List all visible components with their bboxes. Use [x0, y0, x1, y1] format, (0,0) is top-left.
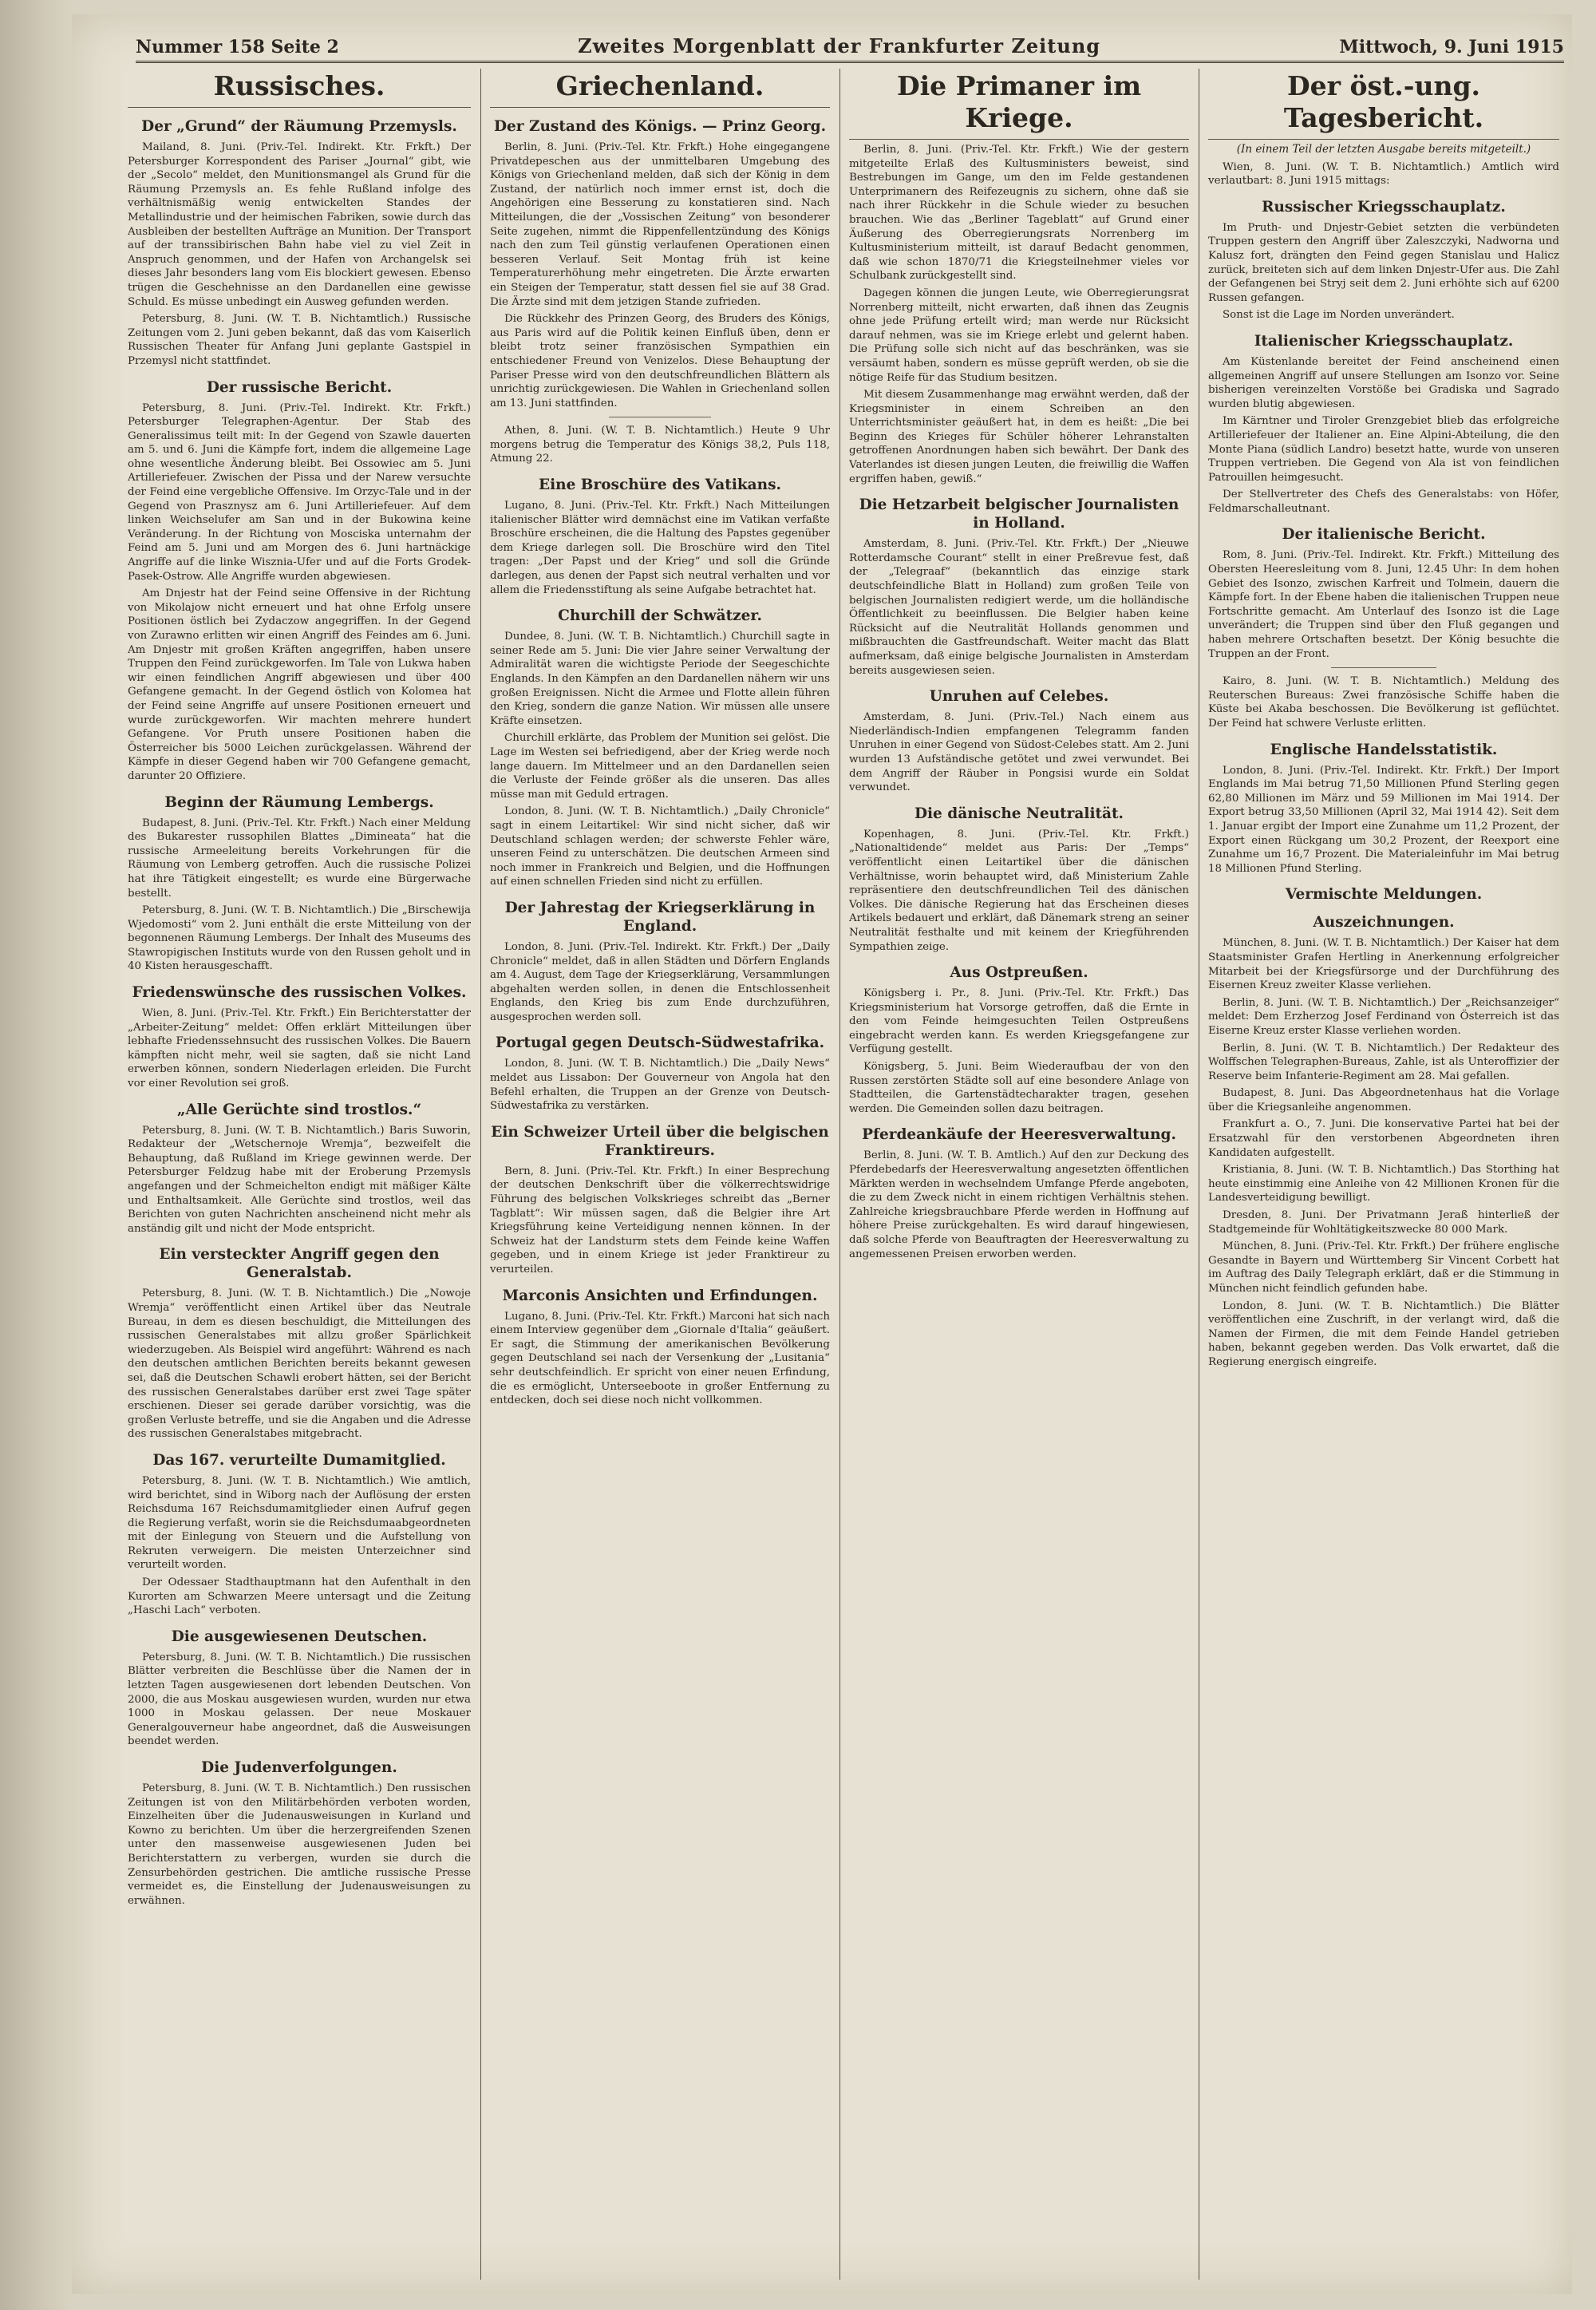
- article-headline: Pferdeankäufe der Heeresverwaltung.: [862, 1126, 1176, 1144]
- article-paragraph: Berlin, 8. Juni. (Priv.-Tel. Ktr. Frkft.) Wie der gestern mitgeteilte Erlaß des Kultusministers beweist, sind Bestrebungen im Gange, um den im Felde gestandenen Unterprimanern des Reifezeugnis zu sichern, ohne daß sie nach ihrer Rückkehr in die Schule wieder zu besuchen brauchen. Wie das „Berliner Tageblatt“ auf Grund einer Äußerung des Oberregierungsrats Norrenberg im Kultusministerium mitteilt, ist darauf Bedacht genommen, daß wie schon 1870/71 die Kriegsteilnehmer vieles vor Schulbank zurückgestellt sind.: [849, 144, 1189, 283]
- article-headline: Ein versteckter Angriff gegen den Generalstab.: [159, 1246, 440, 1282]
- column-rule: [480, 69, 481, 2280]
- article-paragraph: Dresden, 8. Juni. Der Privatmann Jeraß hinterließ der Stadtgemeinde für Wohltätigkeitszwecke 80 000 Mark.: [1208, 1209, 1559, 1236]
- column-rule: [839, 69, 840, 2280]
- article-headline: „Alle Gerüchte sind trostlos.“: [176, 1101, 422, 1118]
- article-paragraph: Churchill erklärte, das Problem der Munition sei gelöst. Die Lage im Westen sei befriedigend, aber der Krieg werde noch lange dauern. Im Mittelmeer und an den Dardanellen seien die Verluste der Feinde größer als die unseren. Das alles müsse man mit Geduld ertragen.: [490, 732, 830, 801]
- article-paragraph: Sonst ist die Lage im Norden unverändert.: [1223, 309, 1455, 322]
- column-3: [849, 69, 1189, 2280]
- article-headline: Der Jahrestag der Kriegserklärung in England.: [504, 899, 816, 935]
- article-headline: Vermischte Meldungen.: [1285, 886, 1483, 904]
- article-paragraph: Im Pruth- und Dnjestr-Gebiet setzten die verbündeten Truppen gestern den Angriff über Zaleszczyki, Nadworna und Kalusz fort, drängten den Feind gegen Stanislau und Halicz zurück, breiteten sich auf dem linken Dnjestr-Ufer aus. Die Zahl der Gefangenen bei Stryj seit dem 2. Juni erhöhte sich auf 6200 Russen gefangen.: [1208, 221, 1559, 304]
- article-paragraph: München, 8. Juni. (W. T. B. Nichtamtlich.) Der Kaiser hat dem Staatsminister Grafen Hertling in Anerkennung erfolgreicher Mitarbeit bei der Kriegsfürsorge und der Durchführung des Eisernen Kreuz zweiter Klasse verliehen.: [1208, 937, 1559, 992]
- article: [849, 963, 1189, 1116]
- article: [490, 1123, 830, 1277]
- article: [490, 117, 830, 410]
- article-paragraph: Königsberg, 5. Juni. Beim Wiederaufbau der von den Russen zerstörten Städte soll auf eine besondere Anlage von Stadtteilen, die Gartenstädtecharakter tragen, gesehen werden. Die Gemeinden sollen dazu beitragen.: [849, 1061, 1189, 1115]
- article-paragraph: London, 8. Juni. (Priv.-Tel. Indirekt. Ktr. Frkft.) Der „Daily Chronicle“ meldet, daß in allen Städten und Dörfern Englands am 4. August, dem Tage der Kriegserklärung, Versammlungen abgehalten werden sollen, in denen die Entschlossenheit Englands, den Krieg bis zum Ende durchzuführen, ausgesprochen werden soll.: [490, 940, 830, 1023]
- article-headline: Die dänische Neutralität.: [914, 805, 1124, 822]
- article-paragraph: Die Rückkehr des Prinzen Georg, des Bruders des Königs, aus Paris wird auf die Politik keinen Einfluß üben, denn er bleibt trotz seiner französischen Sympathien ein entschiedener Freund von Venizelos. Diese Behauptung der Pariser Presse wird von den deutschfreundlichen Blättern als unrichtig zurückgewiesen. Die Wahlen in Griechenland sollen am 13. Juni stattfinden.: [490, 313, 830, 409]
- article-paragraph: Der Odessaer Stadthauptmann hat den Aufenthalt in den Kurorten am Schwarzen Meere untersagt und die Zeitung „Haschi Lach“ verboten.: [128, 1576, 471, 1617]
- article-paragraph: Petersburg, 8. Juni. (W. T. B. Nichtamtlich.) Russische Zeitungen vom 2. Juni geben bekannt, daß das vom Kaiserlich Russischen Theater für Anfang Juni geplante Gastspiel in Przemysl nicht stattfindet.: [128, 313, 471, 367]
- article-paragraph: Petersburg, 8. Juni. (W. T. B. Nichtamtlich.) Baris Suworin, Redakteur der „Wetschernoje Wremja“, bezweifelt die Behauptung, daß Rußland im Kriege gewinnen werde. Der Petersburger Feldzug habe mit der Eroberung Przemysls angefangen und der Schmeichelton endigt mit mäßiger Kälte und Enthaltsamkeit. Alle Gerüchte sind trostlos, weil das Berichten von guten Nachrichten anscheinend nicht mehr als anständig gilt und nicht der Mode entspricht.: [128, 1124, 471, 1235]
- article: [849, 1125, 1189, 1261]
- column-1: [128, 69, 471, 2280]
- article-separator: [1331, 667, 1436, 668]
- article-paragraph: Petersburg, 8. Juni. (W. T. B. Nichtamtlich.) Wie amtlich, wird berichtet, sind in Wiborg nach der Auflösung der ersten Reichsduma 167 Reichsdumamitglieder einen Aufruf gegen die Regierung verfaßt, worin sie die Reichsdumaabgeordneten mit der Einlegung von Steuern und die Aufstellung von Rekruten verweigern. Die meisten Unterzeichner sind verurteilt worden.: [128, 1474, 471, 1572]
- article-paragraph: Mailand, 8. Juni. (Priv.-Tel. Indirekt. Ktr. Frkft.) Der Petersburger Korrespondent des Pariser „Journal“ gibt, wie der „Secolo“ meldet, den Munitionsmangel als Grund für die Räumung Przemysls an. Es fehle Rußland infolge des verhältnismäßig wenig entwickelten Standes der Metallindustrie und der heimischen Fabriken, sowie durch das Ausbleiben der bestellten Aufträge an Munition. Der Transport auf der transsibirischen Bahn habe viel zu viel Zeit in Anspruch genommen, und der Hafen von Archangelsk sei dieses Jahr besonders lang vom Eis blockiert gewesen. Ebenso trügen die Geschehnisse an den Dardanellen eine gewisse Schuld. Es müsse unbedingt ein Ausweg gefunden werden.: [128, 141, 471, 308]
- article-paragraph: Budapest, 8. Juni. Das Abgeordnetenhaus hat die Vorlage über die Kriegsanleihe angenommen.: [1208, 1087, 1559, 1113]
- page-binding-gutter: [0, 0, 72, 2310]
- article-paragraph: München, 8. Juni. (Priv.-Tel. Ktr. Frkft.) Der frühere englische Gesandte in Bayern und Württemberg Sir Vincent Corbett hat im Auftrag des Daily Telegraph erklärt, daß er die Stimmung in München nicht feindlich gefunden habe.: [1208, 1240, 1559, 1295]
- article: [490, 607, 830, 889]
- article-paragraph: Berlin, 8. Juni. (W. T. B. Nichtamtlich.) Der Redakteur des Wolffschen Telegraphen-Bureaus, Zahle, ist als Unteroffizier der Reserve beim Infanterie-Regiment am 28. Mai gefallen.: [1208, 1042, 1559, 1082]
- article-paragraph: Dundee, 8. Juni. (W. T. B. Nichtamtlich.) Churchill sagte in seiner Rede am 5. Juni: Die vier Jahre seiner Verwaltung der Admiralität waren die wichtigste Periode der Seegeschichte Englands. In den Kämpfen an den Dardanellen nähern wir uns großen Ereignissen. Nicht die Armee und Flotte allein führen den Krieg, sondern die ganze Nation. Wir müssen alle unsere Kräfte einsetzen.: [490, 631, 830, 727]
- article-headline: Russischer Kriegsschauplatz.: [1262, 198, 1506, 216]
- article-paragraph: Berlin, 8. Juni. (W. T. B. Nichtamtlich.) Der „Reichsanzeiger“ meldet: Dem Erzherzog Josef Ferdinand von Österreich ist das Eiserne Kreuz erster Klasse verliehen worden.: [1208, 996, 1559, 1037]
- article: [849, 805, 1189, 954]
- article: [1208, 885, 1559, 904]
- article-headline: Der russische Bericht.: [206, 378, 393, 396]
- article: [849, 143, 1189, 486]
- article-paragraph: Wien, 8. Juni. (W. T. B. Nichtamtlich.) Amtlich wird verlautbart: 8. Juni 1915 mittags:: [1208, 160, 1559, 188]
- article-headline: Unruhen auf Celebes.: [929, 688, 1109, 706]
- article-paragraph: London, 8. Juni. (W. T. B. Nichtamtlich.) Die „Daily News“ meldet aus Lissabon: Der Gouverneur von Angola hat den Befehl erhalten, die Truppen an der Grenze von Deutsch-Südwestafrika zu verstärken.: [490, 1058, 830, 1113]
- article-paragraph: Kristiania, 8. Juni. (W. T. B. Nichtamtlich.) Das Storthing hat heute einstimmig eine Anleihe von 42 Millionen Kronen für die Landesverteidigung bewilligt.: [1208, 1164, 1559, 1204]
- article-paragraph: Petersburg, 8. Juni. (W. T. B. Nichtamtlich.) Den russischen Zeitungen ist von den Militärbehörden verboten worden, Einzelheiten über die Judenausweisungen in Kurland und Kowno zu berichten. Um über die herzergreifenden Szenen unter den massenweise ausgewiesenen Juden bei Berichterstattern zu verbergen, wurden sie durch die Zensurbehörden gestrichen. Die amtliche russische Presse vermeidet es, die Einstellung der Judenausweisungen zu erwähnen.: [128, 1782, 471, 1907]
- article: [1208, 667, 1559, 730]
- issue-date: Mittwoch, 9. Juni 1915: [1339, 37, 1564, 57]
- article: [128, 983, 471, 1091]
- article-headline: Portugal gegen Deutsch-Südwestafrika.: [495, 1034, 825, 1052]
- section-title: Russisches.: [128, 70, 471, 108]
- article-paragraph: Petersburg, 8. Juni. (W. T. B. Nichtamtlich.) Die „Birschewija Wjedomosti“ vom 2. Juni enthält die erste Mitteilung von der begonnenen Räumung Lembergs. Der Inhalt des Museums des Stawropigischen Instituts wurde von den Russen geholt und in 40 Kisten herausgeschafft.: [128, 904, 471, 973]
- article-paragraph: Berlin, 8. Juni. (Priv.-Tel. Ktr. Frkft.) Hohe eingegangene Privatdepeschen aus der unmittelbaren Umgebung des Königs von Griechenland melden, daß sich der König in dem Zustand, der natürlich noch immer ernst ist, doch die Angehörigen eine Besserung zu konstatieren sind. Nach Mitteilungen, die der „Vossischen Zeitung“ von besonderer Seite zugehen, nimmt die Rippenfellentzündung des Königs nach den zum Teil günstig verlaufenen Operationen einen besseren Verlauf. Seit Montag früh ist keine Temperaturerhöhung mehr eingetreten. Die Ärzte erwarten ein Steigen der Temperatur, statt dessen fiel sie auf 38 Grad. Die Ärzte sind mit dem jetzigen Stande zufrieden.: [490, 141, 830, 308]
- article-headline: Auszeichnungen.: [1313, 914, 1455, 932]
- article: [849, 496, 1189, 678]
- article: [1208, 198, 1559, 322]
- article-paragraph: Mit diesem Zusammenhange mag erwähnt werden, daß der Kriegsminister in einem Schreiben an den Unterrichtsminister geäußert hat, in dem es heißt: „Die bei Beginn des Krieges für Schüler höherer Lehranstalten getroffenen Anordnungen haben sich bewährt. Der Dank des Vaterlandes ist diesen jungen Leuten, die freiwillig die Waffen ergriffen haben, gewiß.“: [849, 389, 1189, 485]
- article: [128, 378, 471, 784]
- issue-number: Nummer 158 Seite 2: [136, 37, 339, 57]
- article-paragraph: Berlin, 8. Juni. (W. T. B. Amtlich.) Auf den zur Deckung des Pferdebedarfs der Heeresverwaltung angesetzten öffentlichen Märkten werden in wechselndem Umfange Pferde angeboten, die zu dem Zweck nicht in einem richtigen Verhältnis stehen. Zahlreiche kriegsbrauchbare Pferde werden in Hoffnung auf höhere Preise zurückgehalten. Es wird darauf hingewiesen, daß solche Pferde von Beauftragten der Heeresverwaltung zu angemessenen Preisen erworben werden.: [849, 1149, 1189, 1260]
- article: [128, 1628, 471, 1749]
- article-paragraph: Athen, 8. Juni. (W. T. B. Nichtamtlich.) Heute 9 Uhr morgens betrug die Temperatur des Königs 38,2, Puls 118, Atmung 22.: [490, 425, 830, 465]
- article-headline: Italienischer Kriegsschauplatz.: [1254, 332, 1514, 350]
- article-paragraph: Budapest, 8. Juni. (Priv.-Tel. Ktr. Frkft.) Nach einer Meldung des Bukarester russophilen Blattes „Dimineata“ hat die russische Armeeleitung bereits Vorkehrungen für die Räumung von Lemberg getroffen. Auch die russische Polizei hat ihre Tätigkeit eingestellt; es wurde eine Bürgerwache bestellt.: [128, 817, 471, 900]
- section-title: Griechenland.: [490, 70, 830, 108]
- article: [490, 1034, 830, 1113]
- article: [849, 687, 1189, 795]
- article-headline: Englische Handelsstatistik.: [1270, 741, 1498, 758]
- column-4: [1208, 69, 1559, 2280]
- article-headline: Die Hetzarbeit belgischer Journalisten in Holland.: [859, 496, 1179, 532]
- article: [1208, 913, 1559, 1369]
- article: [128, 793, 471, 975]
- article-paragraph: Frankfurt a. O., 7. Juni. Die konservative Partei hat bei der Ersatzwahl für den verstorbenen Abgeordneten ihren Kandidaten aufgestellt.: [1208, 1118, 1559, 1159]
- article-paragraph: Petersburg, 8. Juni. (Priv.-Tel. Indirekt. Ktr. Frkft.) Petersburger Telegraphen-Agentur. Der Stab des Generalissimus teilt mit: In der Gegend von Szawle dauerten am 5. und 6. Juni die Kämpfe fort, indem die allgemeine Lage ohne wesentliche Änderung bleibt. Bei Ossowiec am 5. Juni Artilleriefeuer. Zwischen der Pissa und der Narew versuchte der Feind eine vergebliche Offensive. Im Orzyc-Tale und in der Gegend von Prasznysz am 6. Juni Artilleriefeuer. Auf dem linken Weichselufer am San und in der Bukowina keine Veränderung. In der Richtung von Mosciska unternahm der Feind am 5. Juni und am Morgen des 6. Juni hartnäckige Angriffe auf die linke Wisznia-Ufer und auf die Forts Grodek-Pasek-Ostrow. Alle Angriffe wurden abgewiesen.: [128, 401, 471, 583]
- column-2: [490, 69, 830, 2280]
- article-paragraph: Am Dnjestr hat der Feind seine Offensive in der Richtung von Mikolajow nicht erneuert und hat ohne Erfolg unsere Positionen östlich bei Zydaczow angegriffen. In der Gegend von Zurawno erlitten wir einen Angriff des Feindes am 6. Juni. Am Dnjestr mit großen Kräften angegriffen, haben unsere Truppen den Feind zurückgeworfen. Im Tale von Lukwa haben wir einen feindlichen Angriff abgewiesen und über 400 Gefangene gemacht. In der Gegend östlich von Kolomea hat der Feind seine Angriffe auf unsere Positionen erneuert und wurde zurückgeworfen. Wir machten mehrere hundert Gefangene. Vor Pruth unsere Positionen haben die Österreicher bis 5000 Leichen zurückgelassen. Während der Kämpfe in dieser Gegend haben wir 700 Gefangene gemacht, darunter 20 Offiziere.: [128, 587, 471, 782]
- article-paragraph: Kopenhagen, 8. Juni. (Priv.-Tel. Ktr. Frkft.) „Nationaltidende“ meldet aus Paris: Der „Temps“ veröffentlicht einen Leitartikel über die dänischen Verhältnisse, worin behauptet wird, daß Ministerium Zahle repräsentiere den deutschfreundlichen Teil des dänischen Volkes. Die dänische Regierung hat das Erscheinen dieses Artikels bedauert und erklärt, daß Dänemark streng an seiner Neutralität festhalte und mit keinem der Kriegführenden Sympathien zeige.: [849, 828, 1189, 953]
- article: [1208, 160, 1559, 188]
- article-headline: Das 167. verurteilte Dumamitglied.: [152, 1451, 446, 1469]
- section-title: Die Primaner im Kriege.: [849, 70, 1189, 140]
- article: [490, 1287, 830, 1408]
- article-headline: Die ausgewiesenen Deutschen.: [171, 1628, 428, 1645]
- article-paragraph: London, 8. Juni. (W. T. B. Nichtamtlich.) „Daily Chronicle“ sagt in einem Leitartikel: Wir sind nicht sicher, daß wir Deutschland schlagen werden; der schwerste Fehler wäre, unseren Feind zu unterschätzen. Die deutschen Armeen sind noch immer in Frankreich und Belgien, und die Hoffnungen auf einen schnellen Frieden sind nicht zu erfüllen.: [490, 805, 830, 888]
- article-paragraph: Petersburg, 8. Juni. (W. T. B. Nichtamtlich.) Die russischen Blätter verbreiten die Beschlüsse über die Namen der in letzten Tagen ausgewiesenen dort lebenden Deutschen. Von 2000, die aus Moskau ausgewiesen wurden, wurden nur etwa 1000 in Moskau gelassen. Der neue Moskauer Generalgouverneur habe angeordnet, daß die Ausweisungen beendet werden.: [128, 1651, 471, 1748]
- article-headline: Der italienische Bericht.: [1282, 526, 1486, 544]
- article-headline: Aus Ostpreußen.: [950, 964, 1088, 982]
- section-subtitle: (In einem Teil der letzten Ausgabe bereits mitgeteilt.): [1236, 143, 1531, 156]
- article: [490, 899, 830, 1025]
- article-paragraph: London, 8. Juni. (W. T. B. Nichtamtlich.) Die Blätter veröffentlichen eine Zuschrift, in der verlangt wird, daß die Namen der Firmen, die mit dem Feinde Handel getrieben haben, bekannt gegeben werden. Das Volk erwartet, daß die Regierung energisch eingreife.: [1208, 1299, 1559, 1368]
- article-headline: Beginn der Räumung Lembergs.: [164, 793, 434, 811]
- article-paragraph: Am Küstenlande bereitet der Feind anscheinend einen allgemeinen Angriff auf unsere Stellungen am Isonzo vor. Seine bisherigen vereinzelten Vorstöße bei Gradiska und Sagrado wurden blutig abgewiesen.: [1208, 355, 1559, 410]
- article-headline: Eine Broschüre des Vatikans.: [539, 477, 781, 494]
- article-paragraph: Petersburg, 8. Juni. (W. T. B. Nichtamtlich.) Die „Nowoje Wremja“ veröffentlicht einen Artikel über das Neutrale Bureau, in dem es diesen beschuldigt, die Mitteilungen des russischen Generalstabes mit allzu großer Spärlichkeit wiederzugeben. Als Beispiel wird angeführt: Während es nach den deutschen amtlichen Berichten bereits bekannt gewesen sei, daß die Deutschen Schawli erobert hätten, sei der Bericht des russischen Generalstabes darüber erst zwei Tage später erschienen. Dieser sei gerade darüber vorsichtig, was die großen Verluste betreffe, und sie die Angaben und die Adresse des russischen Generalstabes mitgebracht.: [128, 1288, 471, 1441]
- article-paragraph: Wien, 8. Juni. (Priv.-Tel. Ktr. Frkft.) Ein Berichterstatter der „Arbeiter-Zeitung“ meldet: Offen erklärt Mitteilungen über lebhafte Friedenssehnsucht des russischen Volkes. Die Bauern kämpften nicht mehr, weil sie sagten, daß sie nicht Land erwerben können, sondern Niederlagen erleiden. Die Furcht vor einer Revolution sei groß.: [128, 1007, 471, 1090]
- article: [1208, 741, 1559, 876]
- article: [128, 1101, 471, 1236]
- page-masthead: [136, 30, 1564, 63]
- article-headline: Marconis Ansichten und Erfindungen.: [502, 1287, 818, 1304]
- article: [128, 1451, 471, 1618]
- article-headline: Der Zustand des Königs. — Prinz Georg.: [493, 118, 827, 135]
- article-headline: Ein Schweizer Urteil über die belgischen Franktireurs.: [491, 1123, 829, 1159]
- article-paragraph: Bern, 8. Juni. (Priv.-Tel. Ktr. Frkft.) In einer Besprechung der deutschen Denkschrift über die völkerrechtswidrige Führung des belgischen Volkskrieges schreibt das „Berner Tagblatt“: Wir müssen sagen, daß die Belgier ihre Art Kriegsführung keine Verteidigung nennen können. In der Schweiz hat der Landsturm stets dem Feinde keine Waffen gegeben, und in einem Kriege ist jeder Franktireur zu verurteilen.: [490, 1165, 830, 1276]
- article-headline: Die Judenverfolgungen.: [201, 1759, 397, 1776]
- article: [128, 117, 471, 369]
- article-paragraph: London, 8. Juni. (Priv.-Tel. Indirekt. Ktr. Frkft.) Der Import Englands im Mai betrug 71,50 Millionen Pfund Sterling gegen 62,80 Millionen im März und 59 Millionen im Mai 1914. Der Export betrug 33,50 Millionen (April 32, Mai 1914 42). Seit dem 1. Januar ergibt der Import eine Zunahme um 11,2 Prozent, der Export einen Rückgang um 30,2 Prozent, der Reexport eine Zunahme um 16,7 Prozent. Die Materialeinfuhr im Mai betrug 18 Millionen Pfund Sterling.: [1208, 764, 1559, 875]
- article: [490, 417, 830, 466]
- article-paragraph: Königsberg i. Pr., 8. Juni. (Priv.-Tel. Ktr. Frkft.) Das Kriegsministerium hat Vorsorge getroffen, daß die Ernte in den vom Feinde heimgesuchten Teilen Ostpreußens eingebracht werden kann. Es werden Kriegsgefangene zur Verfügung gestellt.: [849, 987, 1189, 1056]
- article-paragraph: Amsterdam, 8. Juni. (Priv.-Tel.) Nach einem aus Niederländisch-Indien empfangenen Telegramm fanden Unruhen in einer Gegend von Südost-Celebes statt. Am 2. Juni wurden 13 Aufständische getötet und zwei verwundet. Bei dem Angriff der Räuber in Pongsisi wurde ein Soldat verwundet.: [849, 711, 1189, 794]
- article-headline: Churchill der Schwätzer.: [558, 607, 762, 625]
- article-paragraph: Amsterdam, 8. Juni. (Priv.-Tel. Ktr. Frkft.) Der „Nieuwe Rotterdamsche Courant“ stellt in einer Preßrevue fest, daß der „Telegraaf“ (bekanntlich das einzige stark deutschfeindliche Blatt in Holland) zum großen Teile von belgischen Journalisten redigiert werde, um die holländische Öffentlichkeit zu beeinflussen. Die Belgier haben keine Rücksicht auf die Neutralität Hollands genommen und mißbrauchten die Gastfreundschaft. Weiter macht das Blatt aufmerksam, daß einige belgische Journalisten in Amsterdam bereits ausgewiesen seien.: [849, 538, 1189, 677]
- newspaper-title: Zweites Morgenblatt der Frankfurter Zeitung: [578, 34, 1101, 57]
- article-paragraph: Lugano, 8. Juni. (Priv.-Tel. Ktr. Frkft.) Marconi hat sich nach einem Interview gegenüber dem „Giornale d'Italia“ geäußert. Er sagt, die Stimmung der amerikanischen Bevölkerung gegen Deutschland sei nach der Versenkung der „Lusitania“ sehr deutschfeindlich. Er spricht von einer neuen Erfindung, die es ermöglicht, Unterseeboote in großer Entfernung zu entdecken, doch sei diese noch nicht vollkommen.: [490, 1310, 830, 1407]
- article: [490, 476, 830, 597]
- article: [1208, 525, 1559, 661]
- article: [128, 1758, 471, 1908]
- section-title: Der öst.-ung. Tagesbericht.: [1208, 70, 1559, 140]
- article-paragraph: Im Kärntner und Tiroler Grenzgebiet blieb das erfolgreiche Artilleriefeuer der Italiener an. Eine Alpini-Abteilung, die den Monte Piana (südlich Landro) besetzt hatte, wurde von unseren Truppen vertrieben. Die Gegend von Ala ist von feindlichen Patrouillen heimgesucht.: [1208, 415, 1559, 484]
- article-headline: Der „Grund“ der Räumung Przemysls.: [141, 118, 457, 135]
- article: [1208, 332, 1559, 516]
- article: [128, 1245, 471, 1442]
- article-paragraph: Der Stellvertreter des Chefs des Generalstabs: von Höfer, Feldmarschalleutnant.: [1208, 489, 1559, 515]
- article-paragraph: Lugano, 8. Juni. (Priv.-Tel. Ktr. Frkft.) Nach Mitteilungen italienischer Blätter wird demnächst eine im Vatikan verfaßte Broschüre erscheinen, die die Haltung des Papstes gegenüber dem Kriege darlegen soll. Die Broschüre wird den Titel tragen: „Der Papst und der Krieg“ und soll die Gründe darlegen, aus denen der Papst sich neutral verhalten und vor allem die Friedensstiftung als seine Aufgabe betrachtet hat.: [490, 500, 830, 596]
- article-paragraph: Rom, 8. Juni. (Priv.-Tel. Indirekt. Ktr. Frkft.) Mitteilung des Obersten Heeresleitung vom 8. Juni, 12.45 Uhr: In dem hohen Gebiet des Isonzo, zwischen Karfreit und Tolmein, dauern die Kämpfe fort. In der Ebene haben die italienischen Truppen neue Fortschritte gemacht. Am Unterlauf des Isonzo ist die Lage unverändert; die Truppen sind über den Fluß gegangen und haben mehrere Ortschaften besetzt. Der König besuchte die Truppen an der Front.: [1208, 549, 1559, 660]
- article-paragraph: Dagegen können die jungen Leute, wie Oberregierungsrat Norrenberg mitteilt, nicht erwarten, daß ihnen das Zeugnis ohne jede Prüfung erteilt wird; man werde nur Rücksicht darauf nehmen, was sie im Kriege erlebt und gelernt haben. Die Prüfung solle sich nicht auf das beschränken, was sie versäumt haben, sondern es müsse geprüft werden, ob sie die nötige Reife für das Studium besitzen.: [849, 287, 1189, 384]
- article-paragraph: Kairo, 8. Juni. (W. T. B. Nichtamtlich.) Meldung des Reuterschen Bureaus: Zwei französische Schiffe haben die Küste bei Akaba beschossen. Die Bevölkerung ist geflüchtet. Der Feind hat schwere Verluste erlitten.: [1208, 675, 1559, 730]
- article-headline: Friedenswünsche des russischen Volkes.: [132, 984, 467, 1002]
